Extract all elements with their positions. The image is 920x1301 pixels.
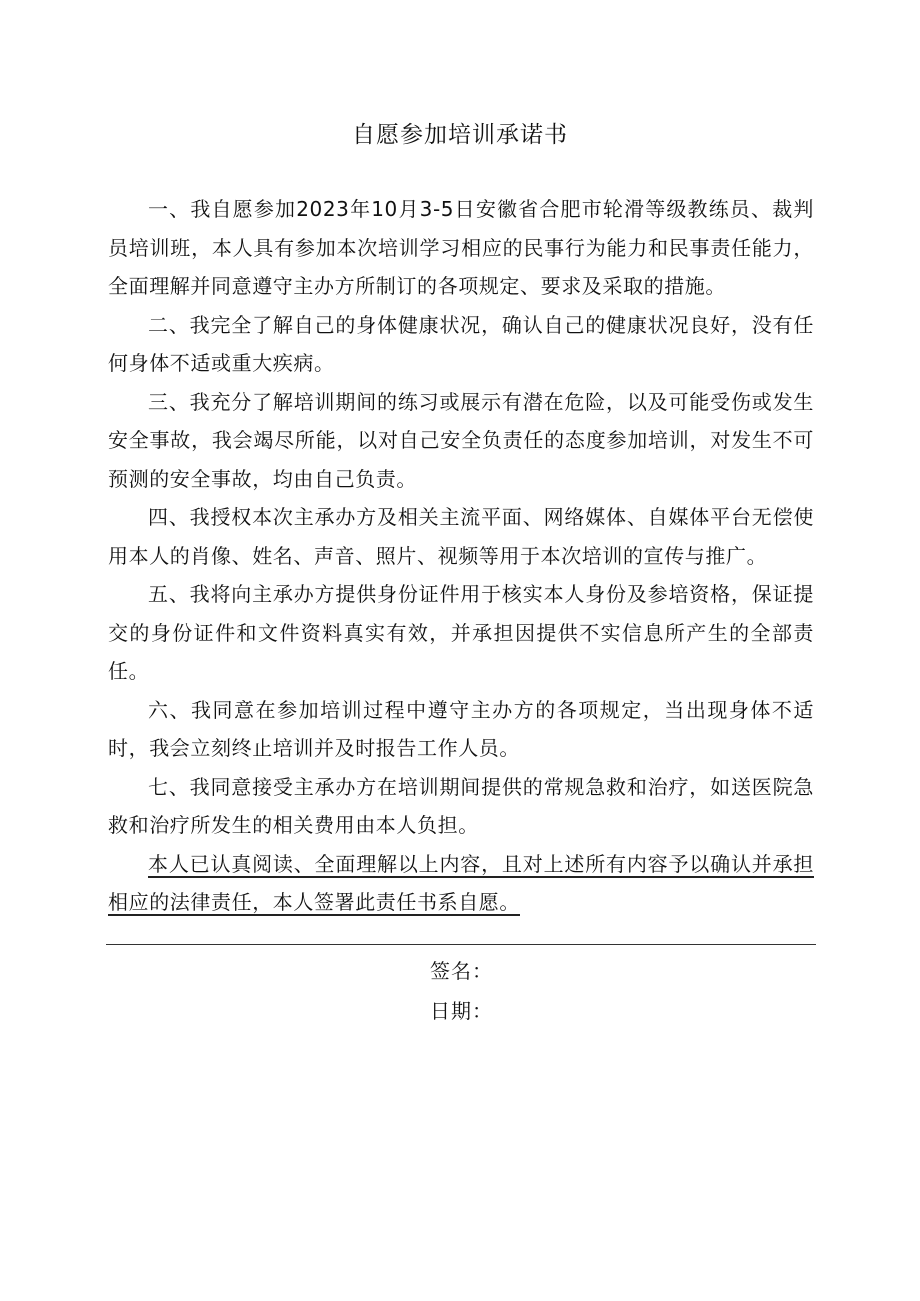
declaration-statement: 本人已认真阅读、全面理解以上内容，且对上述所有内容予以确认并承担相应的法律责任，本人签署此责任书系自愿。 — [108, 851, 814, 914]
clause-1: 一、我自愿参加2023年10月3-5日安徽省合肥市轮滑等级教练员、裁判员培训班，本人具有参加本次培训学习相应的民事行为能力和民事责任能力，全面理解并同意遵守主办方所制订的各项规定、要求及采取的措施。 — [108, 197, 814, 298]
clause-7: 七、我同意接受主承办方在培训期间提供的常规急救和治疗，如送医院急救和治疗所发生的相关费用由本人负担。 — [108, 774, 814, 837]
clause-3: 三、我充分了解培训期间的练习或展示有潜在危险，以及可能受伤或发生安全事故，我会竭尽所能，以对自己安全负责任的态度参加培训，对发生不可预测的安全事故，均由自己负责。 — [108, 389, 814, 491]
document-body — [108, 190, 814, 922]
clause-5: 五、我将向主承办方提供身份证件用于核实本人身份及参培资格，保证提交的身份证件和文件资料真实有效，并承担因提供不实信息所产生的全部责任。 — [108, 582, 814, 683]
date-label: 日期： — [430, 999, 493, 1023]
clause-2: 二、我完全了解自己的身体健康状况，确认自己的健康状况良好，没有任何身体不适或重大疾病。 — [108, 312, 814, 375]
document-title: 自愿参加培训承诺书 — [352, 122, 568, 148]
clause-4: 四、我授权本次主承办方及相关主流平面、网络媒体、自媒体平台无偿使用本人的肖像、姓名、声音、照片、视频等用于本次培训的宣传与推广。 — [108, 505, 814, 568]
signature-label: 签名： — [430, 959, 493, 983]
divider-line — [106, 944, 816, 945]
clause-6: 六、我同意在参加培训过程中遵守主办方的各项规定，当出现身体不适时，我会立刻终止培训并及时报告工作人员。 — [108, 697, 814, 760]
